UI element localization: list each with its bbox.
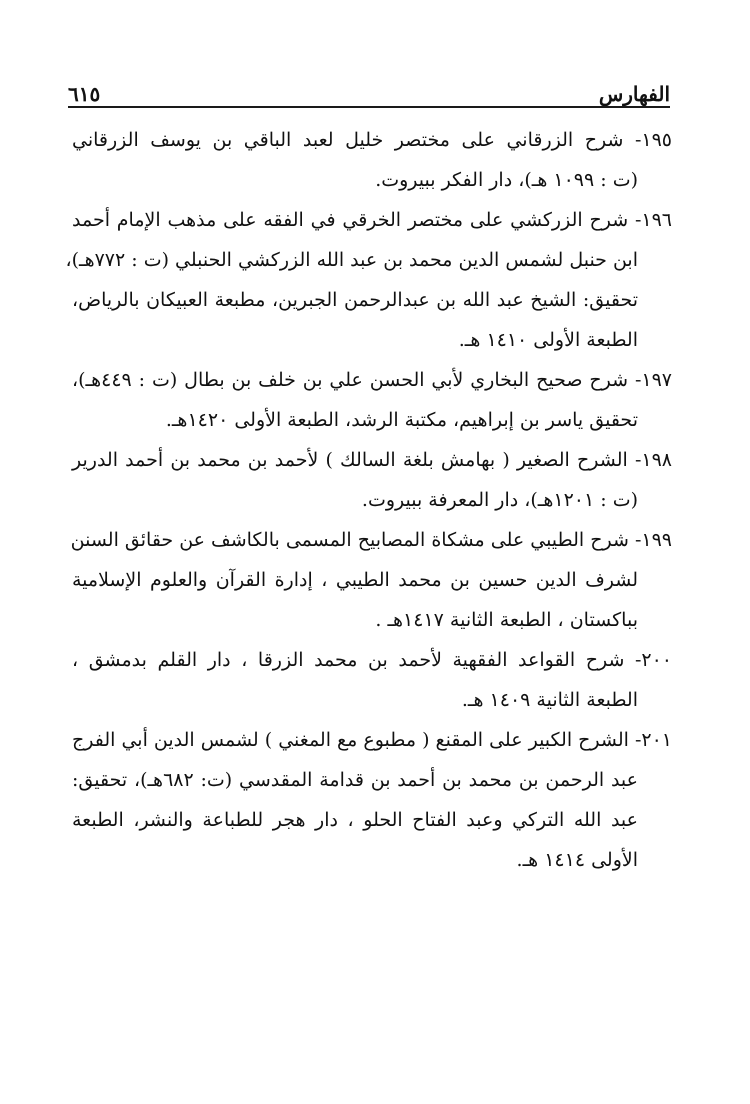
entry-line: عبد الله التركي وعبد الفتاح الحلو ، دار هجر للطباعة والنشر، الطبعة — [72, 809, 638, 831]
bibliography-entry-199 — [72, 520, 672, 640]
entry-line: الطبعة الأولى ١٤١٠ هـ. — [458, 329, 638, 351]
entry-line: ١٩٩- شرح الطيبي على مشكاة المصابيح المسمى بالكاشف عن حقائق السنن — [70, 529, 672, 551]
bibliography-entry-198 — [72, 440, 672, 520]
page-number: ٦١٥ — [68, 82, 101, 106]
entry-line: بباكستان ، الطبعة الثانية ١٤١٧هـ . — [375, 609, 638, 631]
header-divider — [68, 106, 670, 108]
section-title: الفهارس — [598, 82, 670, 106]
bibliography-list — [65, 120, 672, 880]
entry-line: (ت : ١٠٩٩ هـ)، دار الفكر ببيروت. — [375, 169, 638, 191]
entry-line: ١٩٧- شرح صحيح البخاري لأبي الحسن علي بن خلف بن بطال (ت : ٤٤٩هـ)، — [72, 369, 672, 391]
bibliography-entry-200 — [72, 640, 672, 720]
bibliography-entry-201 — [72, 720, 672, 880]
bibliography-entry-197 — [72, 360, 672, 440]
entry-line: عبد الرحمن بن محمد بن أحمد بن قدامة المقدسي (ت: ٦٨٢هـ)، تحقيق: — [72, 769, 638, 791]
entry-line: تحقيق: الشيخ عبد الله بن عبدالرحمن الجبرين، مطبعة العبيكان بالرياض، — [72, 289, 638, 311]
entry-line: لشرف الدين حسين بن محمد الطيبي ، إدارة القرآن والعلوم الإسلامية — [72, 569, 638, 591]
entry-line: الأولى ١٤١٤ هـ. — [516, 849, 638, 871]
entry-line: ١٩٦- شرح الزركشي على مختصر الخرقي في الفقه على مذهب الإمام أحمد — [72, 209, 672, 231]
entry-line: ٢٠١- الشرح الكبير على المقنع ( مطبوع مع المغني ) لشمس الدين أبي الفرج — [72, 729, 672, 751]
entry-line: ١٩٨- الشرح الصغير ( بهامش بلغة السالك ) لأحمد بن محمد بن أحمد الدرير — [72, 449, 672, 471]
entry-line: الطبعة الثانية ١٤٠٩ هـ. — [461, 689, 638, 711]
entry-line: ٢٠٠- شرح القواعد الفقهية لأحمد بن محمد الزرقا ، دار القلم بدمشق ، — [72, 649, 672, 671]
bibliography-entry-196 — [65, 200, 672, 360]
entry-line: تحقيق ياسر بن إبراهيم، مكتبة الرشد، الطبعة الأولى ١٤٢٠هـ. — [165, 409, 638, 431]
entry-line: (ت : ١٢٠١هـ)، دار المعرفة ببيروت. — [361, 489, 638, 511]
page-header — [68, 66, 670, 104]
entry-line: ابن حنبل لشمس الدين محمد بن عبد الله الزركشي الحنبلي (ت : ٧٧٢هـ)، — [65, 249, 638, 271]
bibliography-entry-195 — [72, 120, 672, 200]
entry-line: ١٩٥- شرح الزرقاني على مختصر خليل لعبد الباقي بن يوسف الزرقاني — [72, 129, 672, 151]
